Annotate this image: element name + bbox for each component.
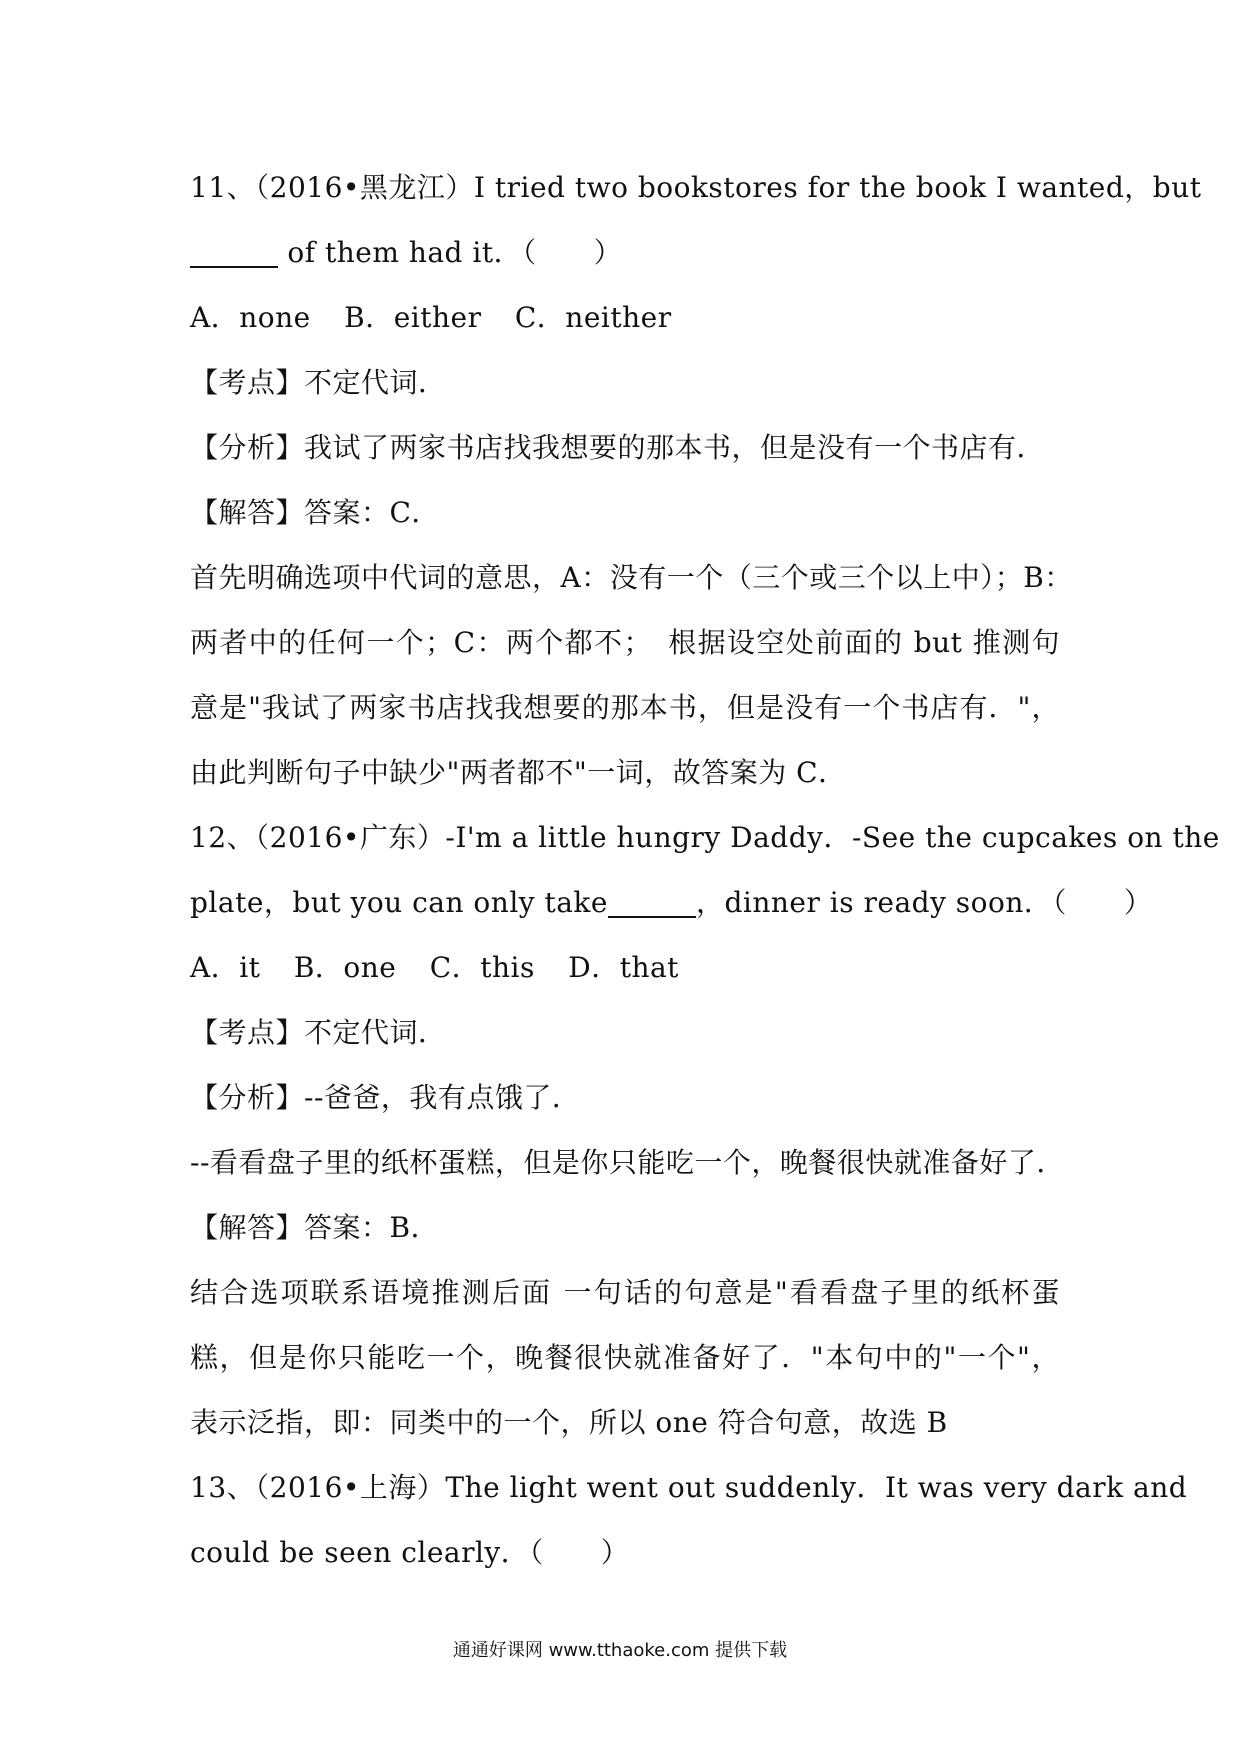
question-12-stem-line1: 12、（2016•广东）-I'm a little hungry Daddy．-See the cupcakes on the: [190, 821, 1220, 854]
question-12-stem-line2: [190, 870, 1153, 935]
question-11-kaodian: 【考点】不定代词．: [190, 366, 447, 399]
question-12-fenxi2: --看看盘子里的纸杯蛋糕，但是你只能吃一个，晚餐很快就准备好了．: [190, 1146, 1065, 1179]
question-11-explain-line: 意是"我试了两家书店找我想要的那本书，但是没有一个书店有．"，: [190, 691, 1060, 724]
question-13-stem-line2: could be seen clearly．（ ）: [190, 1536, 630, 1569]
question-12-stem-before: plate，but you can only take: [190, 886, 608, 919]
question-12-explain-line: 表示泛指，即：同类中的一个，所以 one 符合句意，故选 B: [190, 1406, 948, 1439]
question-11-jieda: 【解答】答案：C．: [190, 496, 440, 529]
question-11-explain-line: 首先明确选项中代词的意思，A：没有一个（三个或三个以上中）；B：: [190, 561, 1073, 594]
question-12-explain-line: 糕，但是你只能吃一个，晚餐很快就准备好了．"本句中的"一个"，: [190, 1341, 1060, 1374]
document-content: [190, 155, 1220, 1585]
question-12-stem-after: ，dinner is ready soon．（ ）: [695, 886, 1153, 919]
question-13-stem-line1: 13、（2016•上海）The light went out suddenly．It was very dark and: [190, 1471, 1188, 1504]
question-11-options: [190, 285, 1060, 350]
question-12-explain-line: 结合选项联系语境推测后面 一句话的句意是"看看盘子里的纸杯蛋: [190, 1276, 1060, 1309]
option-c: C．neither: [514, 301, 672, 334]
question-11-stem-line2: [190, 220, 1060, 285]
answer-blank: [190, 236, 278, 268]
page-footer: 通通好课网 www.tthaoke.com 提供下载: [452, 1640, 788, 1661]
option-c: C．this: [429, 951, 535, 984]
option-b: B．either: [344, 301, 482, 334]
option-a: A．none: [190, 301, 311, 334]
question-11-explain-line: 两者中的任何一个；C：两个都不； 根据设空处前面的 but 推测句: [190, 626, 1060, 659]
question-11-stem-rest: of them had it．（ ）: [278, 236, 623, 269]
option-d: D．that: [568, 951, 679, 984]
question-12-jieda: 【解答】答案：B．: [190, 1211, 440, 1244]
option-a: A．it: [190, 951, 261, 984]
option-b: B．one: [293, 951, 397, 984]
answer-blank: [608, 886, 696, 918]
question-11-stem-line1: 11、（2016•黑龙江）I tried two bookstores for the book I wanted，but: [190, 171, 1202, 204]
question-12-fenxi: 【分析】--爸爸，我有点饿了．: [190, 1081, 581, 1114]
question-12-options: [190, 935, 1060, 1000]
question-11-explain-line: 由此判断句子中缺少"两者都不"一词，故答案为 C．: [190, 756, 847, 789]
question-12-kaodian: 【考点】不定代词．: [190, 1016, 447, 1049]
question-11-fenxi: 【分析】我试了两家书店找我想要的那本书，但是没有一个书店有．: [190, 431, 1046, 464]
